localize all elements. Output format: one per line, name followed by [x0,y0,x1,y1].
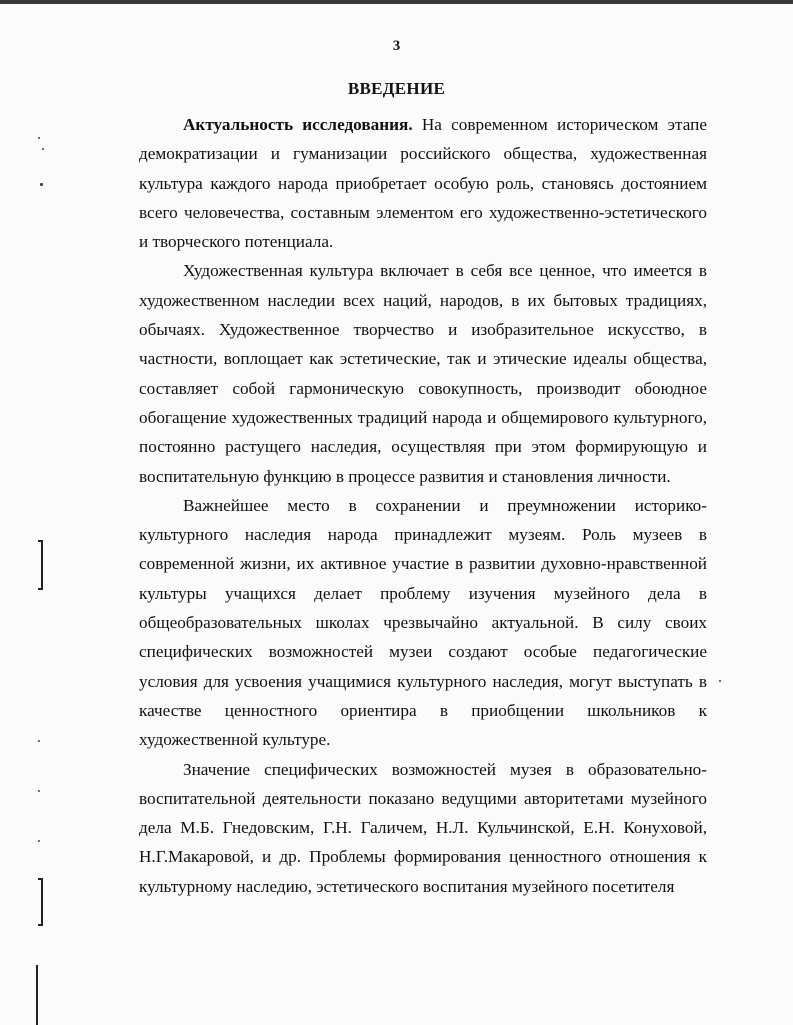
scan-speck [38,840,40,842]
body-text [139,110,707,901]
scan-bracket-mark [38,878,43,926]
scan-edge-line [36,965,38,1025]
scan-speck [38,740,40,742]
paragraph-text: На современном историческом этапе демократизации и гуманизации российского общества, художественная культура каждого народа приобретает особую роль, становясь достоянием всего человечества, составным элементом его художественно-эстетического и творческого потенциала. [139,115,708,252]
page-title: ВВЕДЕНИЕ [347,79,446,98]
paragraph-art-culture [139,256,707,490]
scan-bracket-mark [38,540,43,590]
paragraph-museum-significance [139,755,707,901]
scan-speck [42,148,44,150]
paragraph-text: Художественная культура включает в себя все ценное, что имеется в художественном наследии всех наций, народов, в их бытовых традициях, обычаях. Художественное творчество и изобразительное искусство, в частности, воплощает как эстетические, так и этические идеалы общества, составляет собой гармоническую совокупность, производит обоюдное обогащение художественных традиций народа и общемирового культурного, постоянно растущего наследия, осуществляя при этом формирующую и воспитательную функцию в процессе развития и становления личности. [139,261,707,486]
page-number: 3 [392,38,401,54]
scan-speck [40,183,43,186]
paragraph-text: Значение специфических возможностей музея в образовательно-воспитательной деятельности показано ведущими авторитетами музейного дела М.Б. Гнедовским, Г.Н. Галичем, Н.Л. Кульчинской, Е.Н. Конуховой, Н.Г.Макаровой, и др. Проблемы формирования ценностного отношения к культурному наследию, эстетического воспитания музейного посетителя [139,759,707,896]
paragraph-museums [139,491,707,755]
paragraph-lead: Актуальность исследования. [183,115,413,134]
scan-speck [719,680,721,682]
scan-speck [38,790,40,792]
scan-top-edge [0,0,793,4]
paragraph-text: Важнейшее место в сохранении и преумножении историко-культурного наследия народа принадлежит музеям. Роль музеев в современной жизни, их активное участие в развитии духовно-нравственной культуры учащихся делает проблему изучения музейного дела в общеобразовательных школах чрезвычайно актуальной. В силу своих специфических возможностей музеи создают особые педагогические условия для усвоения учащимися культурного наследия, могут выступать в качестве ценностного ориентира в приобщении школьников к художественной культуре. [139,495,707,750]
paragraph-relevance [139,110,707,256]
scan-speck [38,137,40,139]
